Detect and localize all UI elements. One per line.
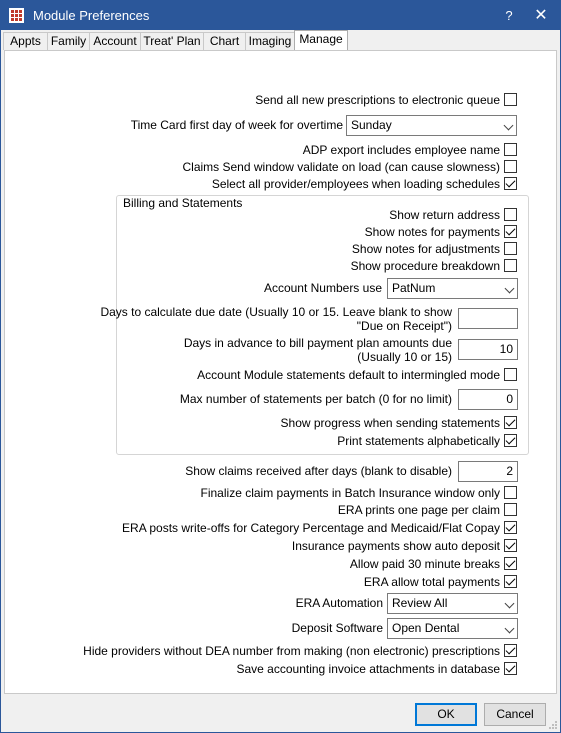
window-title: Module Preferences: [33, 8, 150, 23]
cancel-button[interactable]: Cancel: [484, 703, 546, 726]
era-writeoffs-label: ERA posts write-offs for Category Percentage and Medicaid/Flat Copay: [122, 521, 500, 535]
paid-breaks-checkbox[interactable]: [504, 557, 517, 570]
hide-dea-label: Hide providers without DEA number from making (non electronic) prescriptions: [83, 644, 500, 658]
procedure-breakdown-label: Show procedure breakdown: [350, 259, 500, 273]
chevron-down-icon: [505, 284, 515, 294]
select-all-label: Select all provider/employees when loading schedules: [211, 177, 500, 191]
era-automation-combo[interactable]: [387, 593, 518, 614]
chevron-down-icon: [505, 599, 515, 609]
send-rx-checkbox[interactable]: [504, 93, 517, 106]
time-card-label: Time Card first day of week for overtime: [130, 118, 343, 132]
save-invoice-checkbox[interactable]: [504, 662, 517, 675]
resize-grip-icon[interactable]: [548, 720, 558, 730]
max-statements-input[interactable]: 0: [458, 389, 518, 410]
notes-adjustments-checkbox[interactable]: [504, 242, 517, 255]
era-one-page-checkbox[interactable]: [504, 503, 517, 516]
tab-account[interactable]: Account: [89, 32, 141, 50]
auto-deposit-checkbox[interactable]: [504, 539, 517, 552]
tab-chart[interactable]: Chart: [203, 32, 246, 50]
era-writeoffs-checkbox[interactable]: [504, 521, 517, 534]
account-numbers-value: PatNum: [392, 281, 436, 295]
notes-payments-label: Show notes for payments: [364, 225, 500, 239]
adp-label: ADP export includes employee name: [302, 143, 500, 157]
send-rx-label: Send all new prescriptions to electronic queue: [255, 93, 500, 107]
notes-adjustments-label: Show notes for adjustments: [351, 242, 500, 256]
intermingled-label: Account Module statements default to intermingled mode: [197, 368, 500, 382]
deposit-software-label: Deposit Software: [291, 621, 383, 635]
close-button[interactable]: ✕: [534, 7, 548, 24]
max-statements-label: Max number of statements per batch (0 for no limit): [179, 392, 452, 406]
era-total-checkbox[interactable]: [504, 575, 517, 588]
paid-breaks-label: Allow paid 30 minute breaks: [349, 557, 500, 571]
claims-days-label: Show claims received after days (blank to disable): [185, 464, 452, 478]
days-advance-input[interactable]: 10: [458, 339, 518, 360]
time-card-combo[interactable]: [346, 115, 517, 136]
account-numbers-label: Account Numbers use: [263, 281, 382, 295]
tab-manage[interactable]: Manage: [294, 30, 348, 50]
adp-checkbox[interactable]: [504, 143, 517, 156]
intermingled-checkbox[interactable]: [504, 368, 517, 381]
chevron-down-icon: [504, 121, 514, 131]
help-button[interactable]: ?: [505, 8, 513, 23]
alphabetical-label: Print statements alphabetically: [337, 434, 500, 448]
ok-button[interactable]: OK: [415, 703, 477, 726]
claims-days-input[interactable]: 2: [458, 461, 518, 482]
claims-send-label: Claims Send window validate on load (can cause slowness): [182, 160, 500, 174]
era-automation-value: Review All: [392, 596, 448, 610]
save-invoice-label: Save accounting invoice attachments in database: [236, 662, 500, 676]
show-return-label: Show return address: [389, 208, 500, 222]
hide-dea-checkbox[interactable]: [504, 644, 517, 657]
notes-payments-checkbox[interactable]: [504, 225, 517, 238]
billing-group-title: Billing and Statements: [123, 196, 243, 210]
claims-send-checkbox[interactable]: [504, 160, 517, 173]
days-advance-label-line2: (Usually 10 or 15): [357, 350, 452, 364]
deposit-software-value: Open Dental: [392, 621, 460, 635]
due-date-label-line2: "Due on Receipt"): [356, 319, 452, 333]
show-progress-checkbox[interactable]: [504, 416, 517, 429]
account-numbers-combo[interactable]: [387, 278, 518, 299]
deposit-software-combo[interactable]: [387, 618, 518, 639]
alphabetical-checkbox[interactable]: [504, 434, 517, 447]
tab-imaging[interactable]: Imaging: [245, 32, 295, 50]
due-date-input[interactable]: [458, 308, 518, 329]
time-card-value: Sunday: [351, 118, 392, 132]
app-grid-icon: [9, 8, 24, 23]
due-date-label-line1: Days to calculate due date (Usually 10 or 15. Leave blank to show: [100, 305, 452, 319]
auto-deposit-label: Insurance payments show auto deposit: [291, 539, 500, 553]
select-all-checkbox[interactable]: [504, 177, 517, 190]
finalize-checkbox[interactable]: [504, 486, 517, 499]
era-total-label: ERA allow total payments: [363, 575, 500, 589]
tab-family[interactable]: Family: [47, 32, 90, 50]
finalize-label: Finalize claim payments in Batch Insurance window only: [200, 486, 500, 500]
chevron-down-icon: [505, 624, 515, 634]
days-advance-label-line1: Days in advance to bill payment plan amounts due: [183, 336, 452, 350]
procedure-breakdown-checkbox[interactable]: [504, 259, 517, 272]
era-one-page-label: ERA prints one page per claim: [337, 503, 500, 517]
show-return-checkbox[interactable]: [504, 208, 517, 221]
tab-treat-plan[interactable]: Treat' Plan: [140, 32, 204, 50]
show-progress-label: Show progress when sending statements: [280, 416, 500, 430]
title-bar[interactable]: [1, 1, 560, 30]
era-automation-label: ERA Automation: [295, 596, 383, 610]
tab-appts[interactable]: Appts: [3, 32, 48, 50]
